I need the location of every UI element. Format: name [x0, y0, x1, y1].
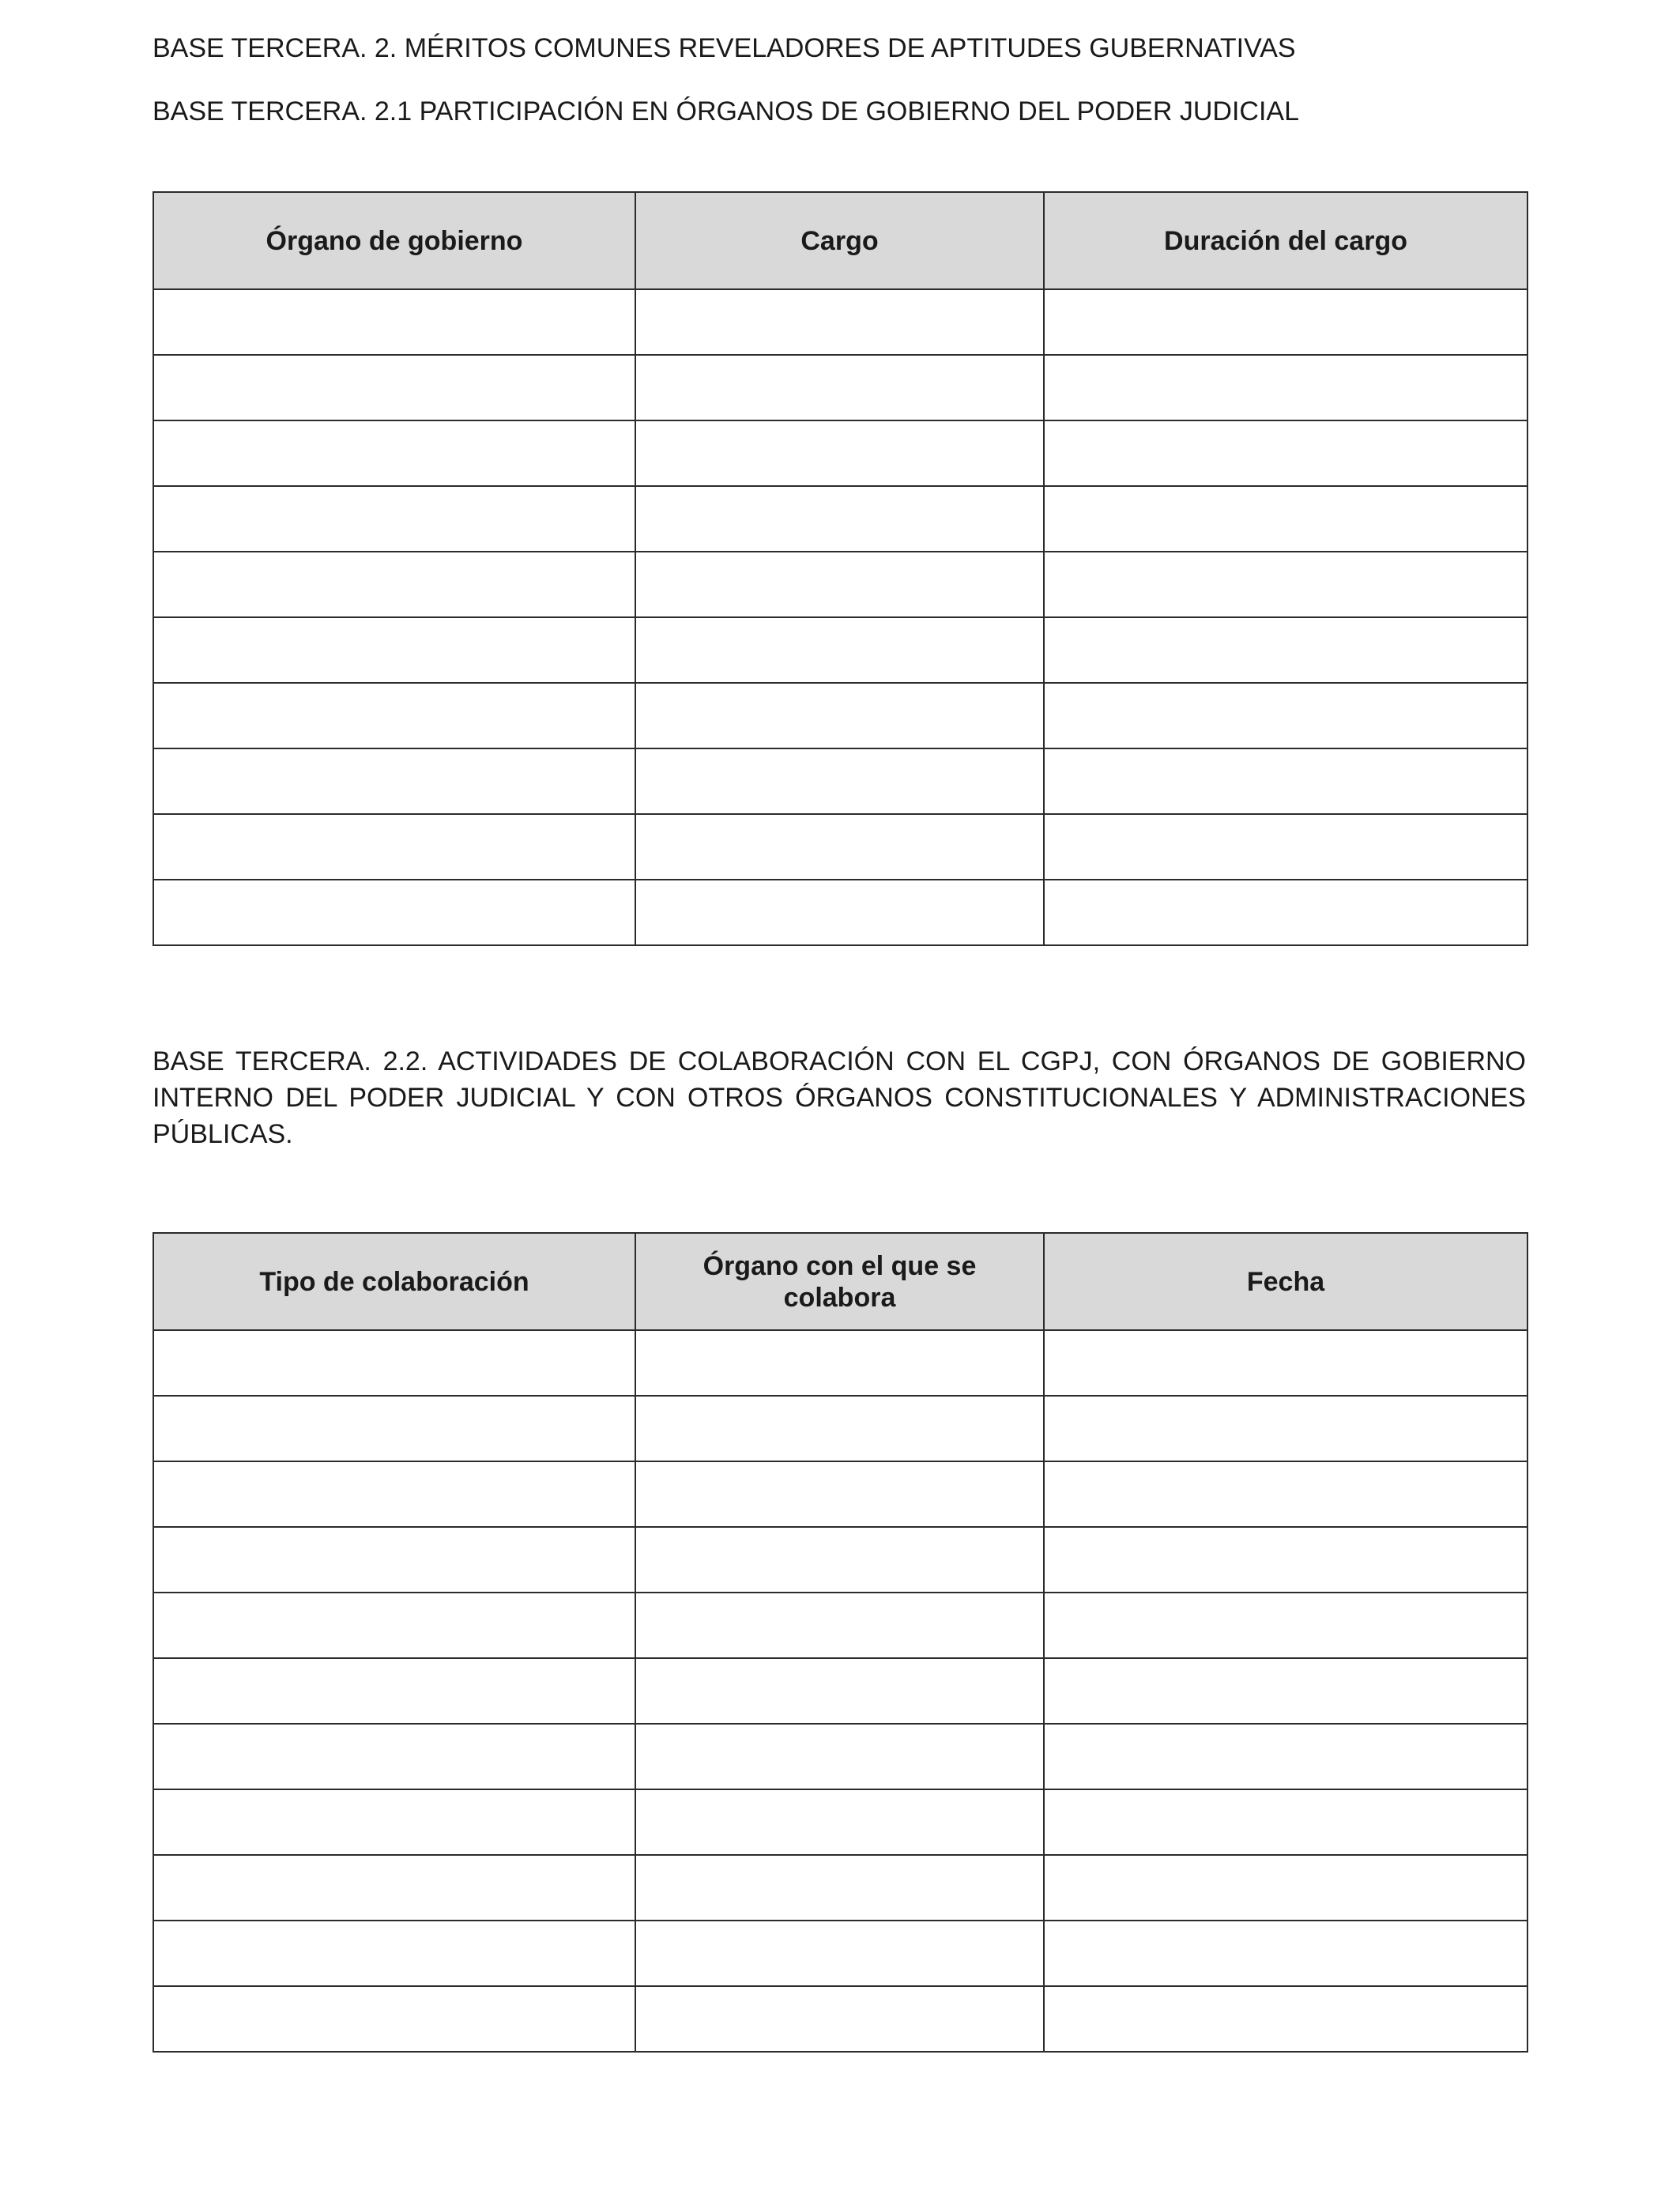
table-cell[interactable] — [635, 1461, 1044, 1527]
table-cell[interactable] — [153, 1330, 635, 1396]
table-cell[interactable] — [153, 1593, 635, 1658]
section-2-2-heading: BASE TERCERA. 2.2. ACTIVIDADES DE COLABORACIÓN CON EL CGPJ, CON ÓRGANOS DE GOBIERNO INTERNO DEL PODER JUDICIAL Y CON OTROS ÓRGANOS CONSTITUCIONALES Y ADMINISTRACIONES PÚBLICAS. — [153, 1046, 1526, 1149]
column-header-duracion: Duración del cargo — [1044, 192, 1527, 289]
table-cell[interactable] — [635, 617, 1044, 683]
table-cell[interactable] — [153, 683, 635, 748]
table-row — [153, 289, 1527, 355]
table-cell[interactable] — [153, 289, 635, 355]
table-cell[interactable] — [153, 355, 635, 420]
table-row — [153, 1593, 1527, 1658]
table-cell[interactable] — [153, 1461, 635, 1527]
table-row — [153, 1461, 1527, 1527]
table-cell[interactable] — [635, 683, 1044, 748]
table-cell[interactable] — [1044, 289, 1527, 355]
table-row — [153, 1855, 1527, 1921]
main-heading: BASE TERCERA. 2. MÉRITOS COMUNES REVELADORES DE APTITUDES GUBERNATIVAS — [153, 33, 1296, 63]
table-cell[interactable] — [635, 748, 1044, 814]
table-cell[interactable] — [635, 1527, 1044, 1593]
table-cell[interactable] — [1044, 1396, 1527, 1461]
table-cell[interactable] — [153, 486, 635, 552]
table-cell[interactable] — [1044, 683, 1527, 748]
table-row — [153, 1986, 1527, 2052]
column-header-organo-colabora — [635, 1233, 1044, 1330]
table-cell[interactable] — [1044, 1658, 1527, 1724]
table-cell[interactable] — [1044, 1330, 1527, 1396]
column-header-tipo: Tipo de colaboración — [153, 1233, 635, 1330]
table-row — [153, 1789, 1527, 1855]
table-row — [153, 486, 1527, 552]
table-cell[interactable] — [1044, 1789, 1527, 1855]
table-row — [153, 1658, 1527, 1724]
table-cell[interactable] — [635, 355, 1044, 420]
column-header-fecha: Fecha — [1044, 1233, 1527, 1330]
table-cell[interactable] — [635, 1921, 1044, 1986]
table-cell[interactable] — [635, 486, 1044, 552]
colaboraciones-table — [153, 1232, 1528, 2053]
table-cell[interactable] — [1044, 1724, 1527, 1789]
table-cell[interactable] — [635, 1658, 1044, 1724]
table-row — [153, 420, 1527, 486]
table-cell[interactable] — [1044, 552, 1527, 617]
table-body — [153, 289, 1527, 945]
table-cell[interactable] — [1044, 1593, 1527, 1658]
table-cell[interactable] — [1044, 1855, 1527, 1921]
table-cell[interactable] — [1044, 617, 1527, 683]
column-header-organo: Órgano de gobierno — [153, 192, 635, 289]
table-row — [153, 1330, 1527, 1396]
table-cell[interactable] — [635, 814, 1044, 880]
table-row — [153, 683, 1527, 748]
table-cell[interactable] — [1044, 420, 1527, 486]
table-row — [153, 880, 1527, 945]
table-cell[interactable] — [635, 1330, 1044, 1396]
table-cell[interactable] — [1044, 1921, 1527, 1986]
table-cell[interactable] — [635, 1396, 1044, 1461]
table-cell[interactable] — [153, 1396, 635, 1461]
table-cell[interactable] — [153, 1986, 635, 2052]
column-header-cargo: Cargo — [635, 192, 1044, 289]
table-cell[interactable] — [153, 617, 635, 683]
table-header-row — [153, 1233, 1527, 1330]
table-cell[interactable] — [153, 814, 635, 880]
table-row — [153, 1527, 1527, 1593]
table-row — [153, 1396, 1527, 1461]
table-body — [153, 1330, 1527, 2052]
section-2-1-heading: BASE TERCERA. 2.1 PARTICIPACIÓN EN ÓRGANOS DE GOBIERNO DEL PODER JUDICIAL — [153, 96, 1299, 126]
column-header-organo-colabora-label: Órgano con el que se colabora — [703, 1250, 977, 1313]
organos-gobierno-table — [153, 191, 1528, 946]
table-cell[interactable] — [635, 1724, 1044, 1789]
table-cell[interactable] — [1044, 880, 1527, 945]
table-row — [153, 1724, 1527, 1789]
table-cell[interactable] — [635, 552, 1044, 617]
table-cell[interactable] — [1044, 1461, 1527, 1527]
table-cell[interactable] — [635, 1789, 1044, 1855]
table-cell[interactable] — [1044, 814, 1527, 880]
table-cell[interactable] — [1044, 1986, 1527, 2052]
table-cell[interactable] — [635, 1855, 1044, 1921]
table-cell[interactable] — [635, 880, 1044, 945]
table-row — [153, 552, 1527, 617]
table-cell[interactable] — [635, 1593, 1044, 1658]
table-row — [153, 355, 1527, 420]
table-cell[interactable] — [1044, 355, 1527, 420]
table-cell[interactable] — [153, 880, 635, 945]
table-cell[interactable] — [635, 1986, 1044, 2052]
table-cell[interactable] — [153, 1527, 635, 1593]
table-cell[interactable] — [153, 552, 635, 617]
table-cell[interactable] — [153, 420, 635, 486]
table-cell[interactable] — [153, 1855, 635, 1921]
table-cell[interactable] — [635, 289, 1044, 355]
table-header-row — [153, 192, 1527, 289]
table-cell[interactable] — [153, 1658, 635, 1724]
table-cell[interactable] — [1044, 486, 1527, 552]
table-cell[interactable] — [153, 748, 635, 814]
table-cell[interactable] — [1044, 748, 1527, 814]
table-row — [153, 1921, 1527, 1986]
table-row — [153, 617, 1527, 683]
table-row — [153, 748, 1527, 814]
table-cell[interactable] — [153, 1724, 635, 1789]
table-cell[interactable] — [153, 1921, 635, 1986]
table-cell[interactable] — [1044, 1527, 1527, 1593]
table-cell[interactable] — [153, 1789, 635, 1855]
table-row — [153, 814, 1527, 880]
table-cell[interactable] — [635, 420, 1044, 486]
